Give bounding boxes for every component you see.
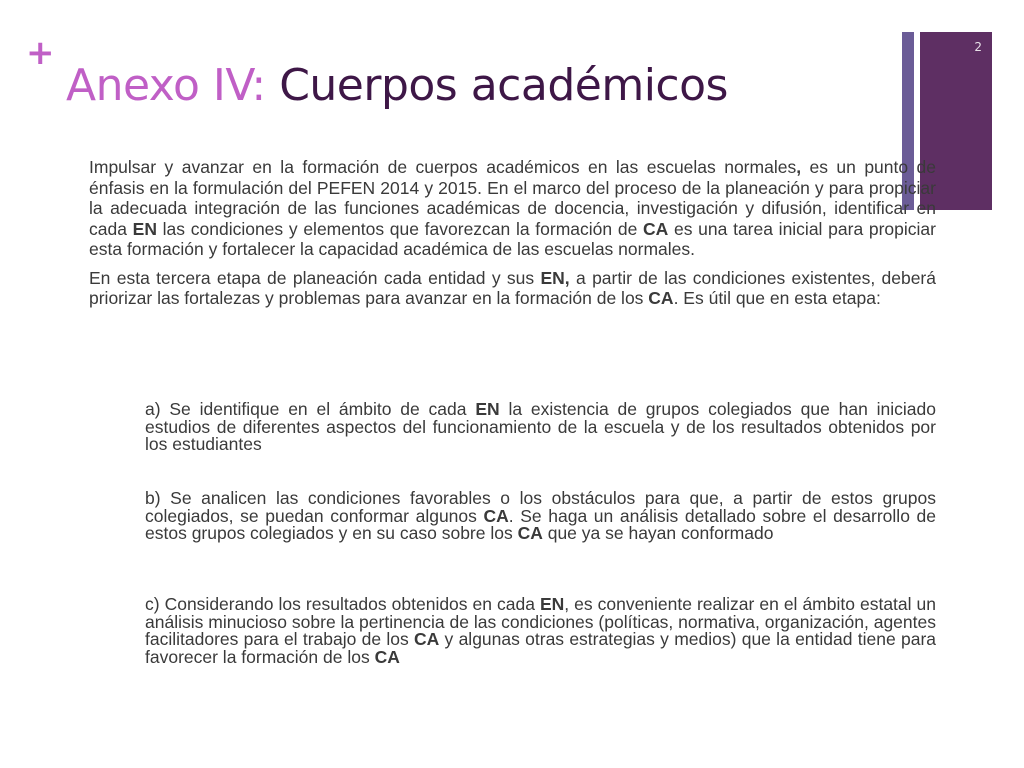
text-span: las condiciones y elementos que favorezcan la formación de [156, 218, 644, 239]
list-item-c [145, 596, 936, 666]
text-span: la existencia de grupos colegiados que han iniciado estudios de diferentes aspectos del funcionamiento de la escuela y de los resultados obtenidos por los estudiantes [145, 399, 936, 454]
acronym-ca: CA [374, 646, 400, 667]
page-title [66, 60, 728, 113]
acronym-en: EN [475, 399, 500, 419]
title-accent: Anexo IV: [66, 60, 266, 111]
text-bold: , [796, 157, 802, 177]
paragraph-intro [89, 157, 936, 260]
list-item-a [145, 401, 936, 454]
acronym-ca: CA [517, 523, 543, 543]
plus-icon: + [26, 33, 55, 73]
text-span: . Se haga un análisis detallado sobre el desarrollo de estos grupos colegiados y en su caso sobre los [145, 505, 936, 543]
text-span: es una tarea inicial para propiciar esta formación y fortalecer la capacidad académica de las escuelas normales. [89, 218, 936, 259]
text-span: c) Considerando los resultados obtenidos en cada [145, 594, 540, 614]
acronym-ca: CA [483, 505, 509, 526]
text-span: En esta tercera etapa de planeación cada entidad y sus [89, 267, 541, 288]
acronym-ca: CA [643, 218, 669, 239]
text-span: a partir de las condiciones existentes, deberá priorizar las fortalezas y problemas para avanzar en la formación de los [89, 267, 936, 308]
text-span: que ya se hayan conformado [542, 523, 774, 543]
text-span: Impulsar y avanzar en la formación de cuerpos académicos en las escuelas normales [89, 157, 797, 177]
acronym-en: EN, [540, 267, 570, 288]
list-item-b [145, 490, 936, 543]
text-span: b) Se analicen las condiciones favorables o los obstáculos para que, a partir de estos grupos colegiados, se puedan conformar algunos [145, 488, 936, 526]
text-span: a) Se identifique en el ámbito de cada [145, 399, 476, 419]
text-span: , es conveniente realizar en el ámbito estatal un análisis minucioso sobre la pertinencia de las condiciones (políticas, normativa, organización, agentes facilitadores para el trabajo de los [145, 594, 936, 649]
text-span: y algunas otras estrategias y medios) que la entidad tiene para favorecer la formación de los [145, 629, 936, 667]
paragraph-stage [89, 268, 936, 309]
acronym-en: EN [132, 218, 157, 239]
page-number: 2 [974, 40, 982, 54]
text-span: . Es útil que en esta etapa: [673, 288, 881, 308]
body-text [89, 157, 936, 309]
acronym-en: EN [539, 594, 565, 614]
text-span: es un punto de énfasis en la formulación del PEFEN 2014 y 2015. En el marco del proceso de la planeación y para propiciar la adecuada integración de las funciones académicas de docencia, investigación y difusión, identificar en cada [89, 157, 937, 239]
acronym-ca: CA [648, 288, 674, 308]
title-main: Cuerpos académicos [279, 60, 728, 111]
acronym-ca: CA [414, 629, 440, 649]
